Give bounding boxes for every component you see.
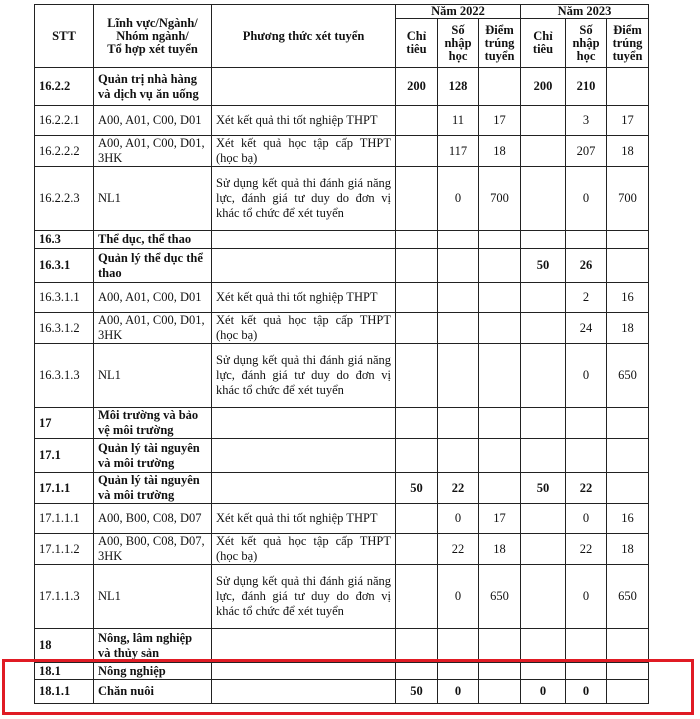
header-quota-2023: Chỉ tiêu [521,19,566,68]
row-enrolled-2023-cell: 22 [566,534,607,565]
row-enrolled-2022-cell: 0 [438,680,479,704]
row-stt-cell: 16.2.2 [35,68,94,106]
row-score-2023-cell [607,439,649,473]
header-quota-2022: Chỉ tiêu [396,19,438,68]
row-field-cell: Môi trường và bảo vệ môi trường [94,408,212,439]
header-method: Phương thức xét tuyển [212,5,396,68]
row-stt-cell: 16.2.2.3 [35,167,94,231]
row-quota-2022-cell [396,249,438,283]
table-row [35,408,649,439]
table-row [35,167,649,231]
row-score-2023-cell: 18 [607,313,649,344]
row-score-2023-cell: 18 [607,534,649,565]
row-field-cell: Quản lý tài nguyên và môi trường [94,439,212,473]
row-field-cell: NL1 [94,565,212,629]
table-row [35,249,649,283]
row-stt-cell: 16.3.1 [35,249,94,283]
table-row [35,68,649,106]
row-method-cell: Xét kết quả học tập cấp THPT (học bạ) [212,136,396,167]
row-score-2022-cell [479,629,521,663]
header-enrolled-2023: Số nhập học [566,19,607,68]
row-enrolled-2023-cell: 0 [566,680,607,704]
row-score-2023-cell: 650 [607,344,649,408]
table-body [35,68,649,704]
row-stt-cell: 16.3.1.3 [35,344,94,408]
row-enrolled-2023-cell: 24 [566,313,607,344]
row-score-2022-cell [479,313,521,344]
row-quota-2023-cell [521,106,566,136]
row-field-cell: NL1 [94,167,212,231]
row-quota-2022-cell [396,565,438,629]
row-score-2023-cell [607,408,649,439]
table-row [35,629,649,663]
row-enrolled-2022-cell [438,249,479,283]
row-score-2023-cell [607,629,649,663]
row-score-2022-cell: 650 [479,565,521,629]
row-enrolled-2022-cell: 128 [438,68,479,106]
table-row [35,344,649,408]
row-quota-2022-cell [396,534,438,565]
row-quota-2022-cell [396,629,438,663]
row-enrolled-2022-cell: 117 [438,136,479,167]
row-field-cell: Chăn nuôi [94,680,212,704]
row-enrolled-2022-cell [438,313,479,344]
row-quota-2023-cell [521,439,566,473]
row-enrolled-2023-cell: 0 [566,167,607,231]
row-enrolled-2023-cell [566,663,607,680]
row-field-cell: Quản lý tài nguyên và môi trường [94,473,212,504]
row-quota-2022-cell: 200 [396,68,438,106]
row-method-cell [212,680,396,704]
row-method-cell: Sử dụng kết quả thi đánh giá năng lực, đánh giá tư duy do đơn vị khác tổ chức để xét tuyển [212,344,396,408]
table-row [35,680,649,704]
row-quota-2022-cell [396,167,438,231]
row-quota-2022-cell [396,283,438,313]
row-quota-2023-cell [521,663,566,680]
row-quota-2022-cell [396,313,438,344]
row-method-cell [212,231,396,249]
row-quota-2022-cell [396,504,438,534]
row-stt-cell: 17.1 [35,439,94,473]
table-row [35,504,649,534]
table-row [35,313,649,344]
row-enrolled-2022-cell [438,283,479,313]
row-score-2022-cell [479,680,521,704]
table-row [35,565,649,629]
row-score-2023-cell: 16 [607,504,649,534]
row-enrolled-2022-cell [438,663,479,680]
row-method-cell [212,408,396,439]
row-method-cell: Xét kết quả học tập cấp THPT (học bạ) [212,313,396,344]
row-enrolled-2023-cell [566,629,607,663]
row-quota-2022-cell: 50 [396,473,438,504]
header-score-2022: Điểm trúng tuyển [479,19,521,68]
row-enrolled-2023-cell [566,439,607,473]
row-quota-2023-cell [521,344,566,408]
row-score-2023-cell: 650 [607,565,649,629]
row-field-cell: A00, B00, C08, D07 [94,504,212,534]
row-score-2022-cell [479,473,521,504]
row-enrolled-2023-cell: 207 [566,136,607,167]
row-stt-cell: 16.3.1.2 [35,313,94,344]
row-score-2022-cell: 18 [479,136,521,167]
row-score-2022-cell [479,439,521,473]
row-score-2023-cell [607,231,649,249]
header-field-line1: Lĩnh vực/Ngành/ [107,15,198,30]
header-field [94,5,212,68]
row-score-2023-cell: 18 [607,136,649,167]
row-method-cell: Xét kết quả thi tốt nghiệp THPT [212,283,396,313]
row-score-2022-cell [479,283,521,313]
header-enrolled-2022: Số nhập học [438,19,479,68]
table-row [35,473,649,504]
row-enrolled-2023-cell: 0 [566,565,607,629]
row-field-cell: A00, B00, C08, D07, 3HK [94,534,212,565]
row-field-cell: A00, A01, C00, D01, 3HK [94,136,212,167]
row-enrolled-2022-cell: 22 [438,473,479,504]
row-quota-2022-cell [396,106,438,136]
row-field-cell: Nông nghiệp [94,663,212,680]
row-method-cell [212,68,396,106]
row-method-cell [212,439,396,473]
row-field-cell: A00, A01, C00, D01 [94,283,212,313]
row-score-2022-cell [479,249,521,283]
row-score-2022-cell: 17 [479,504,521,534]
admissions-table [34,4,649,704]
row-enrolled-2023-cell: 22 [566,473,607,504]
row-method-cell: Xét kết quả học tập cấp THPT (học bạ) [212,534,396,565]
header-field-line2: Nhóm ngành/ [116,28,189,43]
row-enrolled-2023-cell: 0 [566,504,607,534]
row-quota-2022-cell [396,231,438,249]
row-quota-2023-cell [521,167,566,231]
row-quota-2023-cell [521,629,566,663]
row-stt-cell: 17.1.1.2 [35,534,94,565]
row-quota-2022-cell [396,344,438,408]
row-enrolled-2022-cell: 0 [438,167,479,231]
table-row [35,663,649,680]
row-enrolled-2022-cell [438,344,479,408]
row-score-2023-cell [607,473,649,504]
row-quota-2023-cell [521,408,566,439]
row-stt-cell: 17.1.1.1 [35,504,94,534]
row-quota-2023-cell [521,534,566,565]
row-score-2022-cell [479,344,521,408]
row-field-cell: A00, A01, C00, D01 [94,106,212,136]
row-enrolled-2022-cell: 0 [438,565,479,629]
row-score-2022-cell [479,408,521,439]
row-score-2022-cell [479,231,521,249]
row-quota-2023-cell [521,283,566,313]
row-score-2022-cell [479,68,521,106]
row-stt-cell: 17.1.1 [35,473,94,504]
row-enrolled-2023-cell [566,231,607,249]
row-stt-cell: 18.1 [35,663,94,680]
header-year-2023: Năm 2023 [521,5,649,19]
row-method-cell [212,663,396,680]
row-enrolled-2023-cell [566,408,607,439]
row-enrolled-2023-cell: 3 [566,106,607,136]
row-stt-cell: 16.2.2.2 [35,136,94,167]
row-method-cell [212,473,396,504]
row-score-2023-cell: 17 [607,106,649,136]
row-method-cell [212,629,396,663]
row-method-cell [212,249,396,283]
row-stt-cell: 18 [35,629,94,663]
row-field-cell: A00, A01, C00, D01, 3HK [94,313,212,344]
row-stt-cell: 16.2.2.1 [35,106,94,136]
row-quota-2023-cell [521,565,566,629]
row-score-2023-cell [607,680,649,704]
row-method-cell: Sử dụng kết quả thi đánh giá năng lực, đánh giá tư duy do đơn vị khác tổ chức để xét tuyển [212,565,396,629]
row-stt-cell: 18.1.1 [35,680,94,704]
row-quota-2023-cell [521,231,566,249]
row-enrolled-2023-cell: 2 [566,283,607,313]
header-stt: STT [35,5,94,68]
row-quota-2022-cell [396,136,438,167]
row-score-2023-cell: 700 [607,167,649,231]
row-quota-2022-cell [396,663,438,680]
table-row [35,231,649,249]
row-score-2023-cell [607,68,649,106]
row-method-cell: Xét kết quả thi tốt nghiệp THPT [212,106,396,136]
table-row [35,439,649,473]
row-quota-2022-cell [396,439,438,473]
row-stt-cell: 17.1.1.3 [35,565,94,629]
row-quota-2022-cell [396,408,438,439]
row-enrolled-2022-cell [438,231,479,249]
row-score-2022-cell: 18 [479,534,521,565]
table-row [35,534,649,565]
row-score-2023-cell: 16 [607,283,649,313]
row-enrolled-2022-cell: 22 [438,534,479,565]
row-quota-2023-cell [521,313,566,344]
row-score-2022-cell [479,663,521,680]
row-enrolled-2022-cell [438,629,479,663]
table-row [35,283,649,313]
row-field-cell: Nông, lâm nghiệp và thủy sản [94,629,212,663]
row-quota-2022-cell: 50 [396,680,438,704]
row-field-cell: Thể dục, thể thao [94,231,212,249]
row-stt-cell: 16.3.1.1 [35,283,94,313]
row-enrolled-2022-cell: 0 [438,504,479,534]
row-quota-2023-cell [521,504,566,534]
row-enrolled-2023-cell: 0 [566,344,607,408]
row-quota-2023-cell: 200 [521,68,566,106]
row-stt-cell: 16.3 [35,231,94,249]
table-row [35,136,649,167]
row-method-cell: Sử dụng kết quả thi đánh giá năng lực, đánh giá tư duy do đơn vị khác tổ chức để xét tuyển [212,167,396,231]
row-score-2023-cell [607,663,649,680]
row-stt-cell: 17 [35,408,94,439]
row-score-2022-cell: 17 [479,106,521,136]
row-method-cell: Xét kết quả thi tốt nghiệp THPT [212,504,396,534]
table-row [35,106,649,136]
row-enrolled-2023-cell: 210 [566,68,607,106]
row-enrolled-2022-cell: 11 [438,106,479,136]
header-field-line3: Tổ hợp xét tuyển [107,41,198,56]
admissions-table-wrapper [34,4,649,704]
header-score-2023: Điểm trúng tuyển [607,19,649,68]
row-field-cell: Quản trị nhà hàng và dịch vụ ăn uống [94,68,212,106]
row-field-cell: NL1 [94,344,212,408]
row-quota-2023-cell: 50 [521,249,566,283]
row-quota-2023-cell: 0 [521,680,566,704]
row-score-2023-cell [607,249,649,283]
row-enrolled-2023-cell: 26 [566,249,607,283]
row-field-cell: Quản lý thể dục thể thao [94,249,212,283]
row-quota-2023-cell [521,136,566,167]
row-enrolled-2022-cell [438,439,479,473]
header-year-2022: Năm 2022 [396,5,521,19]
row-quota-2023-cell: 50 [521,473,566,504]
row-score-2022-cell: 700 [479,167,521,231]
row-enrolled-2022-cell [438,408,479,439]
